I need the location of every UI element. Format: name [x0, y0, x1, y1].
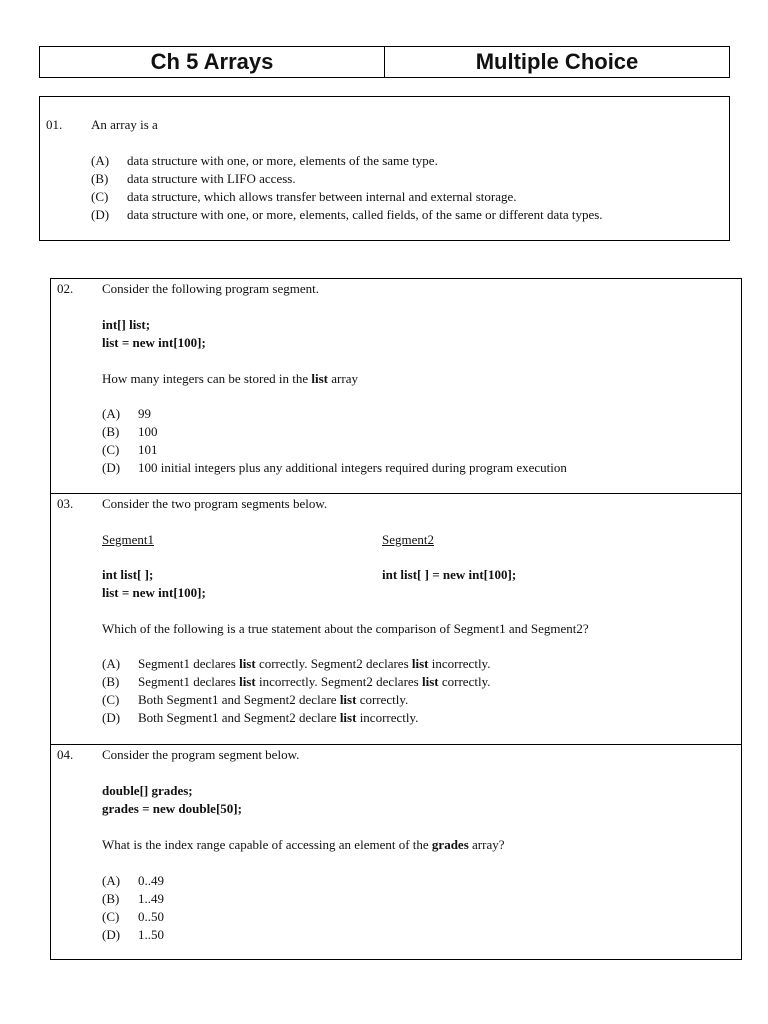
code-line: int list[ ];: [102, 567, 154, 582]
option-text: data structure with one, or more, elements, called fields, of the same or different data types.: [127, 207, 603, 222]
option-letter: (A): [91, 153, 110, 168]
option-letter: (B): [102, 424, 120, 439]
page-header: [39, 46, 730, 78]
section-title: Multiple Choice: [384, 47, 729, 77]
option-text: 101: [138, 442, 158, 457]
chapter-title: Ch 5 Arrays: [150, 49, 274, 74]
segment1-label: Segment1: [102, 532, 154, 547]
question-prompt: An array is a: [91, 117, 158, 132]
option-letter: (C): [91, 189, 109, 204]
option-text: data structure with LIFO access.: [127, 171, 296, 186]
option-text: Both Segment1 and Segment2 declare list incorrectly.: [138, 710, 419, 725]
option-text: 1..49: [138, 891, 164, 906]
option-letter: (C): [102, 692, 120, 707]
option-letter: (D): [102, 927, 121, 942]
option-letter: (D): [102, 710, 121, 725]
segment2-label: Segment2: [382, 532, 434, 547]
code-line: int list[ ] = new int[100];: [382, 567, 517, 582]
code-line: list = new int[100];: [102, 335, 206, 350]
question-prompt: Consider the two program segments below.: [102, 496, 328, 511]
code-line: grades = new double[50];: [102, 801, 242, 816]
code-line: list = new int[100];: [102, 585, 206, 600]
option-text: 0..49: [138, 873, 164, 888]
option-text: 0..50: [138, 909, 164, 924]
option-letter: (C): [102, 442, 120, 457]
option-text: 100 initial integers plus any additional integers required during program execution: [138, 460, 567, 475]
question-text: What is the index range capable of accessing an element of the grades array?: [102, 837, 505, 852]
option-letter: (A): [102, 406, 121, 421]
question-number: 03.: [57, 496, 74, 511]
question-03: [51, 494, 741, 745]
code-line: int[] list;: [102, 317, 151, 332]
option-letter: (A): [102, 873, 121, 888]
question-text: Which of the following is a true statement about the comparison of Segment1 and Segment2?: [102, 621, 589, 636]
option-letter: (C): [102, 909, 120, 924]
option-text: Segment1 declares list correctly. Segment2 declares list incorrectly.: [138, 656, 491, 671]
option-text: Segment1 declares list incorrectly. Segment2 declares list correctly.: [138, 674, 491, 689]
question-prompt: Consider the program segment below.: [102, 747, 300, 762]
question-04: [51, 745, 741, 959]
option-letter: (D): [91, 207, 110, 222]
option-letter: (B): [102, 674, 120, 689]
option-text: data structure, which allows transfer between internal and external storage.: [127, 189, 517, 204]
option-letter: (D): [102, 460, 121, 475]
option-text: 1..50: [138, 927, 164, 942]
question-group: [50, 278, 742, 960]
question-number: 01.: [46, 117, 63, 132]
question-number: 04.: [57, 747, 74, 762]
question-01: [39, 96, 730, 241]
question-prompt: Consider the following program segment.: [102, 281, 319, 296]
code-line: double[] grades;: [102, 783, 193, 798]
option-letter: (A): [102, 656, 121, 671]
option-text: 100: [138, 424, 158, 439]
option-text: data structure with one, or more, elements of the same type.: [127, 153, 438, 168]
option-text: Both Segment1 and Segment2 declare list correctly.: [138, 692, 409, 707]
option-text: 99: [138, 406, 151, 421]
question-text: How many integers can be stored in the list array: [102, 371, 358, 386]
option-letter: (B): [91, 171, 109, 186]
question-number: 02.: [57, 281, 74, 296]
option-letter: (B): [102, 891, 120, 906]
question-02: [51, 279, 741, 494]
